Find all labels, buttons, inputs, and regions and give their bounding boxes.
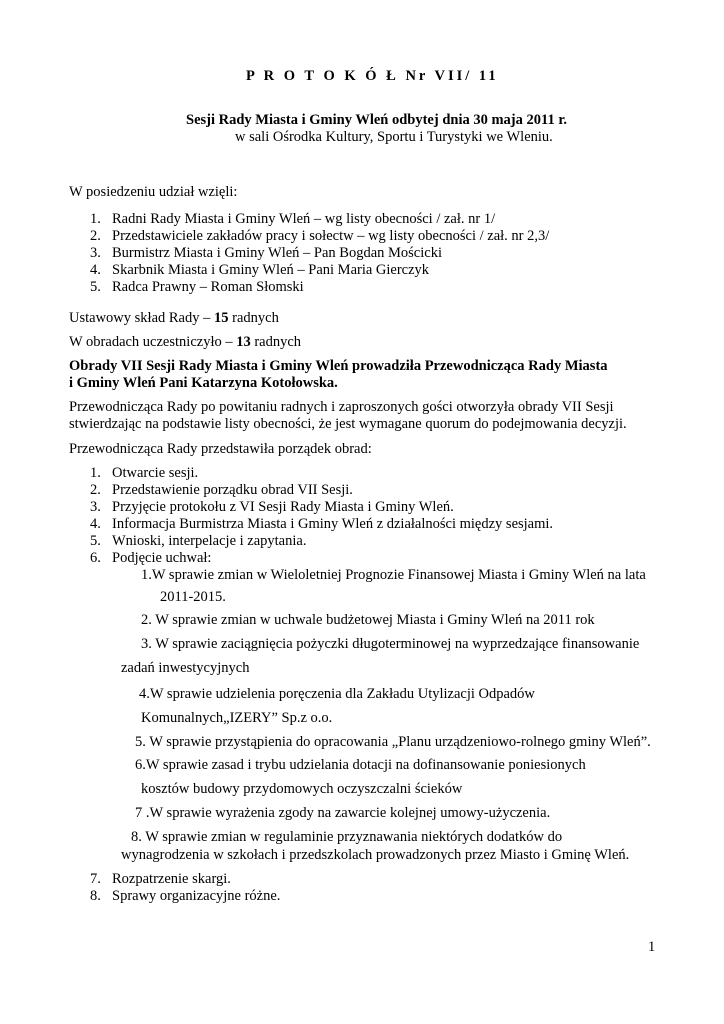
list-item: 7. Rozpatrzenie skargi. bbox=[90, 871, 231, 887]
resolution-item: 6.W sprawie zasad i trybu udzielania dotacji na dofinansowanie poniesionych bbox=[135, 757, 586, 773]
opening-paragraph-line2: stwierdzając na podstawie listy obecności, że jest wymagane quorum do podejmowania decyzji. bbox=[69, 416, 627, 432]
list-item: 5. Radca Prawny – Roman Słomski bbox=[90, 279, 304, 295]
document-title: P R O T O K Ó Ł Nr VII/ 11 bbox=[246, 68, 499, 84]
document-subtitle: Sesji Rady Miasta i Gminy Wleń odbytej dnia 30 maja 2011 r. bbox=[186, 112, 568, 128]
resolution-item: 3. W sprawie zaciągnięcia pożyczki długoterminowej na wyprzedzające finansowanie bbox=[141, 636, 640, 652]
resolution-item: 1.W sprawie zmian w Wieloletniej Prognozie Finansowej Miasta i Gminy Wleń na lata bbox=[141, 567, 646, 583]
list-item: 5. Wnioski, interpelacje i zapytania. bbox=[90, 533, 307, 549]
resolution-item: 4.W sprawie udzielenia poręczenia dla Zakładu Utylizacji Odpadów bbox=[139, 686, 535, 702]
resolution-item-continued: zadań inwestycyjnych bbox=[121, 660, 250, 676]
list-item: 2. Przedstawienie porządku obrad VII Sesji. bbox=[90, 482, 353, 498]
list-item: 4. Skarbnik Miasta i Gminy Wleń – Pani Maria Gierczyk bbox=[90, 262, 430, 278]
list-item: 4. Informacja Burmistrza Miasta i Gminy Wleń z działalności między sesjami. bbox=[90, 516, 554, 532]
agenda-heading: Przewodnicząca Rady przedstawiła porządek obrad: bbox=[69, 441, 372, 457]
list-item: 8. Sprawy organizacyjne różne. bbox=[90, 888, 281, 904]
resolution-item: 2. W sprawie zmian w uchwale budżetowej Miasta i Gminy Wleń na 2011 rok bbox=[141, 612, 595, 628]
list-item: 6. Podjęcie uchwał: bbox=[90, 550, 212, 566]
list-item: 3. Burmistrz Miasta i Gminy Wleń – Pan Bogdan Mościcki bbox=[90, 245, 442, 261]
document-location: w sali Ośrodka Kultury, Sportu i Turystyki we Wleniu. bbox=[235, 129, 553, 145]
resolution-item: 7 .W sprawie wyrażenia zgody na zawarcie kolejnej umowy-użyczenia. bbox=[135, 805, 551, 821]
list-item: 2. Przedstawiciele zakładów pracy i sołectw – wg listy obecności / zał. nr 2,3/ bbox=[90, 228, 550, 244]
resolution-item: 8. W sprawie zmian w regulaminie przyznawania niektórych dodatków do bbox=[131, 829, 563, 845]
list-item: 1. Radni Rady Miasta i Gminy Wleń – wg listy obecności / zał. nr 1/ bbox=[90, 211, 496, 227]
resolution-item: 5. W sprawie przystąpienia do opracowania „Planu urządzeniowo-rolnego gminy Wleń”. bbox=[135, 734, 651, 750]
chair-statement-line2: i Gminy Wleń Pani Katarzyna Kotołowska. bbox=[69, 375, 338, 391]
statutory-composition: Ustawowy skład Rady – 15 radnych bbox=[69, 310, 279, 326]
page-number: 1 bbox=[648, 939, 656, 955]
resolution-item-continued: Komunalnych„IZERY” Sp.z o.o. bbox=[141, 710, 333, 726]
resolution-item-continued: kosztów budowy przydomowych oczyszczalni ścieków bbox=[141, 781, 463, 797]
opening-paragraph-line1: Przewodnicząca Rady po powitaniu radnych i zaproszonych gości otworzyła obrady VII Sesji bbox=[69, 399, 614, 415]
resolution-item-continued: 2011-2015. bbox=[160, 589, 226, 605]
list-item: 1. Otwarcie sesji. bbox=[90, 465, 199, 481]
list-item: 3. Przyjęcie protokołu z VI Sesji Rady Miasta i Gminy Wleń. bbox=[90, 499, 454, 515]
present-count: W obradach uczestniczyło – 13 radnych bbox=[69, 334, 302, 350]
attendance-heading: W posiedzeniu udział wzięli: bbox=[69, 184, 238, 200]
chair-statement-line1: Obrady VII Sesji Rady Miasta i Gminy Wleń prowadziła Przewodnicząca Rady Miasta bbox=[69, 358, 608, 374]
resolution-item-continued: wynagrodzenia w szkołach i przedszkolach prowadzonych przez Miasto i Gminę Wleń. bbox=[121, 847, 630, 863]
